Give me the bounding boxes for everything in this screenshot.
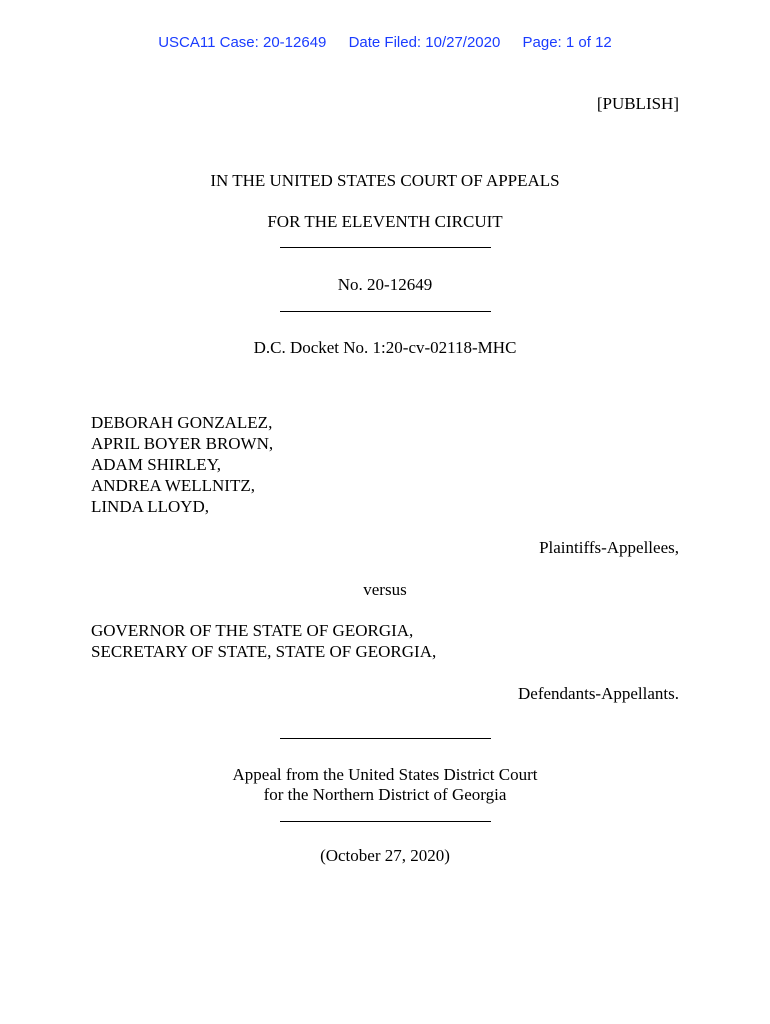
plaintiff-name: DEBORAH GONZALEZ,	[91, 413, 273, 432]
appeal-source-line1: Appeal from the United States District Court	[232, 765, 538, 784]
docket-number: D.C. Docket No. 1:20-cv-02118-MHC	[253, 338, 517, 357]
case-number-stamp: USCA11 Case: 20-12649	[158, 34, 327, 51]
defendant-name: GOVERNOR OF THE STATE OF GEORGIA,	[91, 621, 414, 640]
court-name: IN THE UNITED STATES COURT OF APPEALS	[210, 171, 560, 190]
circuit-name: FOR THE ELEVENTH CIRCUIT	[267, 212, 503, 231]
plaintiff-name: ANDREA WELLNITZ,	[91, 476, 255, 495]
appeal-source-line2: for the Northern District of Georgia	[263, 785, 507, 804]
filing-header	[0, 34, 770, 51]
versus-label: versus	[363, 580, 407, 599]
plaintiff-name: APRIL BOYER BROWN,	[91, 434, 274, 453]
decision-date: (October 27, 2020)	[320, 846, 450, 865]
publish-tag: [PUBLISH]	[596, 94, 679, 113]
plaintiff-name: ADAM SHIRLEY,	[91, 455, 222, 474]
divider-rule	[280, 821, 491, 822]
divider-rule	[280, 247, 491, 248]
divider-rule	[280, 311, 491, 312]
defendant-name: SECRETARY OF STATE, STATE OF GEORGIA,	[91, 642, 437, 661]
case-number: No. 20-12649	[337, 275, 433, 294]
page-count-stamp: Page: 1 of 12	[522, 34, 612, 51]
plaintiff-name: LINDA LLOYD,	[91, 497, 210, 516]
defendants-role: Defendants-Appellants.	[518, 684, 679, 703]
divider-rule	[280, 738, 491, 739]
plaintiffs-role: Plaintiffs-Appellees,	[539, 538, 679, 557]
date-filed-stamp: Date Filed: 10/27/2020	[348, 34, 501, 51]
